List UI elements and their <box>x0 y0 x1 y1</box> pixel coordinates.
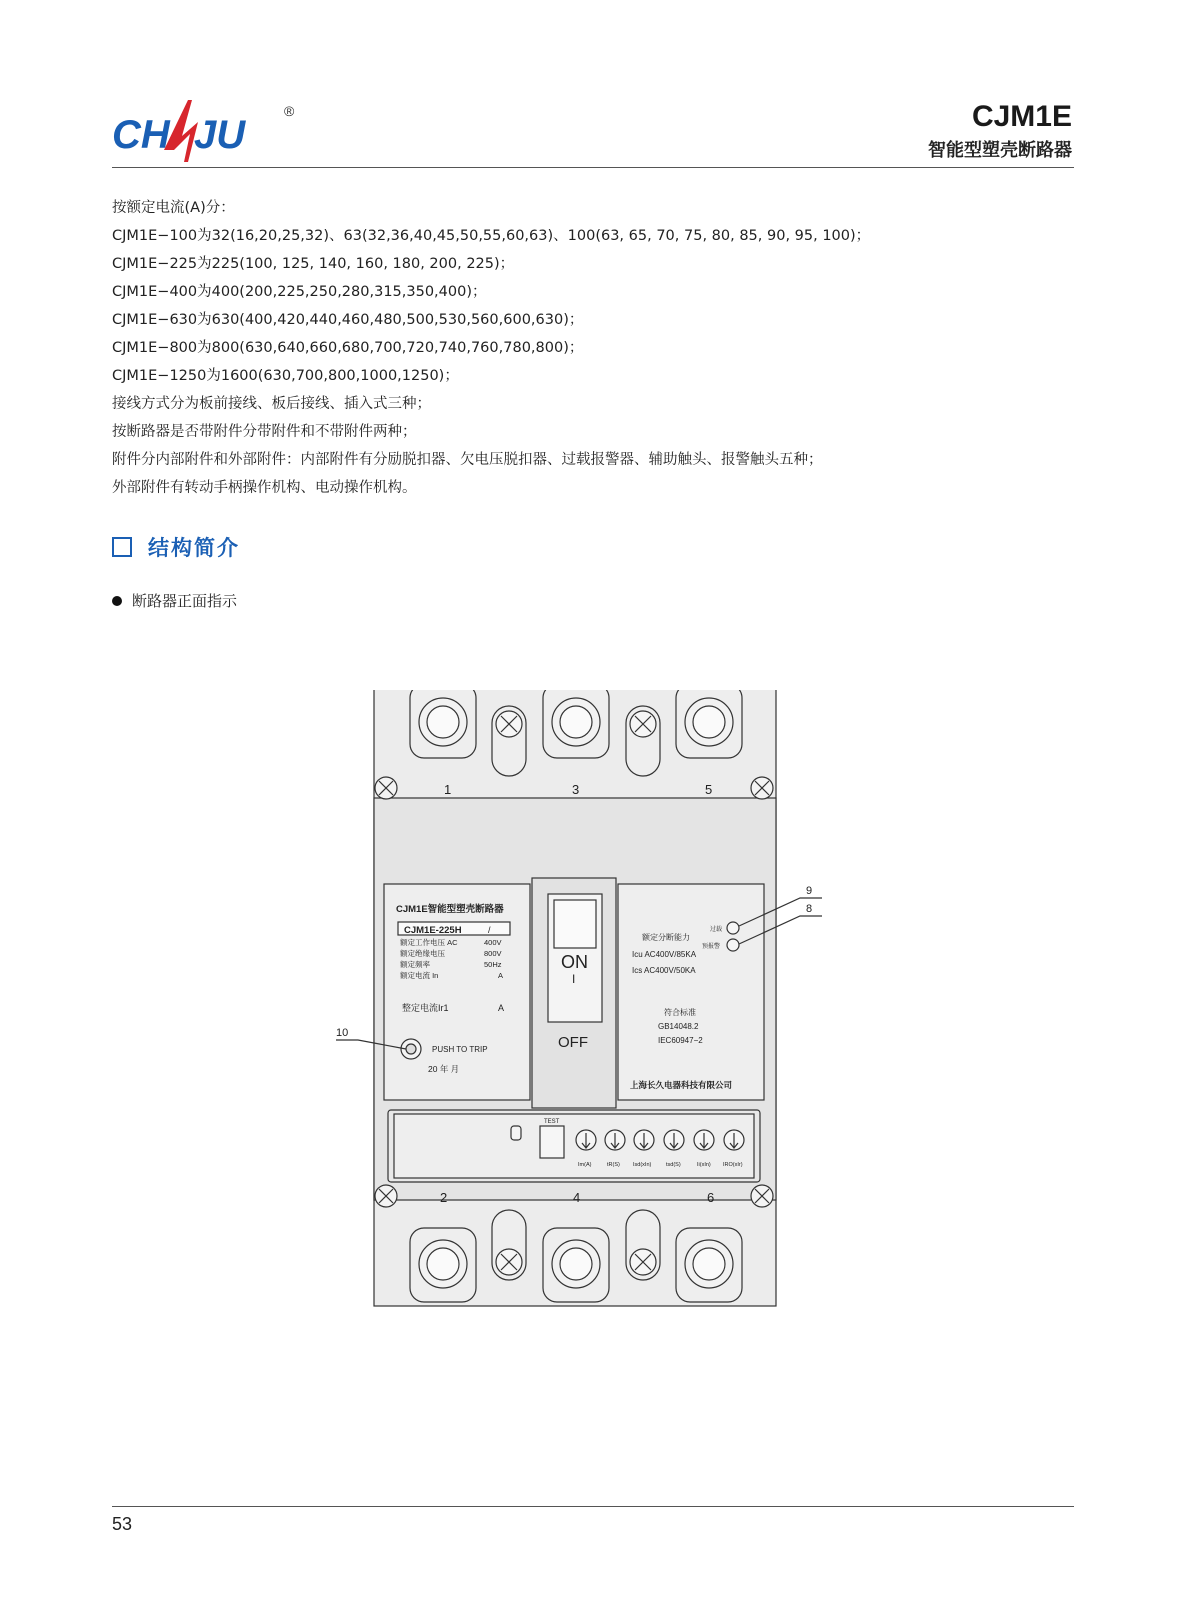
dial-label: Im(A) <box>578 1162 592 1168</box>
standard-1: GB14048.2 <box>658 1022 699 1031</box>
bullet-text: 断路器正面指示 <box>132 592 238 610</box>
terminal-number: 5 <box>705 782 713 797</box>
rating-value: 800V <box>484 949 502 958</box>
right-info-panel <box>618 884 764 1100</box>
body-line: 按断路器是否带附件分带附件和不带附件两种； <box>112 424 417 440</box>
header-model: CJM1E <box>971 100 1072 133</box>
dial-label: Isd(xIn) <box>633 1162 652 1168</box>
rating-value: A <box>498 971 504 980</box>
rating-label: 额定绝缘电压 <box>400 949 445 958</box>
standard-2: IEC60947−2 <box>658 1036 703 1045</box>
test-label: TEST <box>544 1119 560 1125</box>
trip-unit-panel <box>388 1110 760 1182</box>
dial-label: tsd(S) <box>666 1162 681 1168</box>
nameplate-title: CJM1E智能型塑壳断路器 <box>396 904 504 915</box>
operating-handle <box>532 878 616 1108</box>
body-line: CJM1E−1250为1600(630,700,800,1000,1250)； <box>112 368 459 384</box>
set-current-unit: A <box>498 1003 505 1013</box>
rating-value: 400V <box>484 938 502 947</box>
nameplate-model: CJM1E-225H <box>404 925 462 936</box>
body-line: CJM1E−225为225(100, 125, 140, 160, 180, 200, 225)； <box>112 256 515 272</box>
footer-rule <box>112 1506 1074 1507</box>
prealarm-indicator-icon <box>727 939 739 951</box>
logo-text-ch: CH <box>112 113 170 157</box>
body-text <box>112 194 1072 502</box>
icu-rating: Icu AC400V/85KA <box>632 950 697 959</box>
push-to-trip-label: PUSH TO TRIP <box>432 1045 488 1054</box>
page-number: 53 <box>112 1514 133 1534</box>
indicator-slot-icon <box>511 1126 521 1140</box>
date-line: 20 年 月 <box>428 1064 460 1074</box>
terminal-number: 3 <box>572 782 580 797</box>
overload-label: 过载 <box>710 927 723 933</box>
breaker-front-diagram <box>330 690 850 1350</box>
handle-off-label: OFF <box>558 1034 588 1051</box>
body-line: 附件分内部附件和外部附件：内部附件有分励脱扣器、欠电压脱扣器、过载报警器、辅助触头、报警触头五种； <box>112 452 823 468</box>
callout-8: 8 <box>806 903 813 915</box>
body-line: CJM1E−630为630(400,420,440,460,480,500,530,560,600,630)； <box>112 312 584 328</box>
header-subtitle: 智能型塑壳断路器 <box>928 140 1072 161</box>
rating-label: 额定电流 In <box>400 971 439 980</box>
nameplate <box>384 884 530 1100</box>
callout-9: 9 <box>806 885 813 897</box>
nameplate-slash: / <box>488 925 491 935</box>
callout-10: 10 <box>336 1027 349 1039</box>
rating-value: 50Hz <box>484 960 502 969</box>
header-right <box>928 100 1072 162</box>
terminal-number: 2 <box>440 1190 448 1205</box>
handle-on-label: ON <box>561 952 588 972</box>
terminal-number: 1 <box>444 782 452 797</box>
body-line: CJM1E−400为400(200,225,250,280,315,350,400)； <box>112 284 487 300</box>
body-line: 按额定电流(A)分： <box>112 200 235 216</box>
body-line: 外部附件有转动手柄操作机构、电动操作机构。 <box>112 480 417 496</box>
terminal-number: 4 <box>573 1190 581 1205</box>
section-title: 结构简介 <box>148 536 240 560</box>
section-heading <box>112 532 240 562</box>
dial-label: Ii(xIn) <box>697 1162 711 1168</box>
terminal-number: 6 <box>707 1190 715 1205</box>
square-icon <box>112 537 132 557</box>
rating-label: 额定工作电压 AC <box>400 938 458 947</box>
chaju-logo <box>112 96 312 166</box>
body-line: 接线方式分为板前接线、板后接线、插入式三种； <box>112 396 431 412</box>
company-name: 上海长久电器科技有限公司 <box>630 1080 733 1090</box>
overload-indicator-icon <box>727 922 739 934</box>
handle-on-mark: I <box>572 972 576 986</box>
test-button[interactable] <box>540 1126 564 1158</box>
dial-label: tR(S) <box>607 1162 620 1168</box>
body-line: CJM1E−800为800(630,640,660,680,700,720,740,760,780,800)； <box>112 340 584 356</box>
bullet-item <box>112 590 237 611</box>
bullet-dot-icon <box>112 596 122 606</box>
standard-title: 符合标准 <box>664 1008 696 1017</box>
rating-label: 额定频率 <box>400 960 430 969</box>
header-rule <box>112 167 1074 168</box>
breaking-capacity-label: 额定分断能力 <box>642 933 690 942</box>
body-line: CJM1E−100为32(16,20,25,32)、63(32,36,40,45,50,55,60,63)、100(63, 65, 70, 75, 80, 85, 90, 95, 100)； <box>112 228 871 244</box>
ics-rating: Ics AC400V/50KA <box>632 966 696 975</box>
set-current-label: 整定电流Ir1 <box>402 1003 449 1013</box>
dial-label: IRO(xIr) <box>723 1162 743 1168</box>
logo-text-ju: JU <box>194 113 246 157</box>
prealarm-label: 预报警 <box>702 944 721 950</box>
logo-registered-mark: ® <box>284 103 295 119</box>
